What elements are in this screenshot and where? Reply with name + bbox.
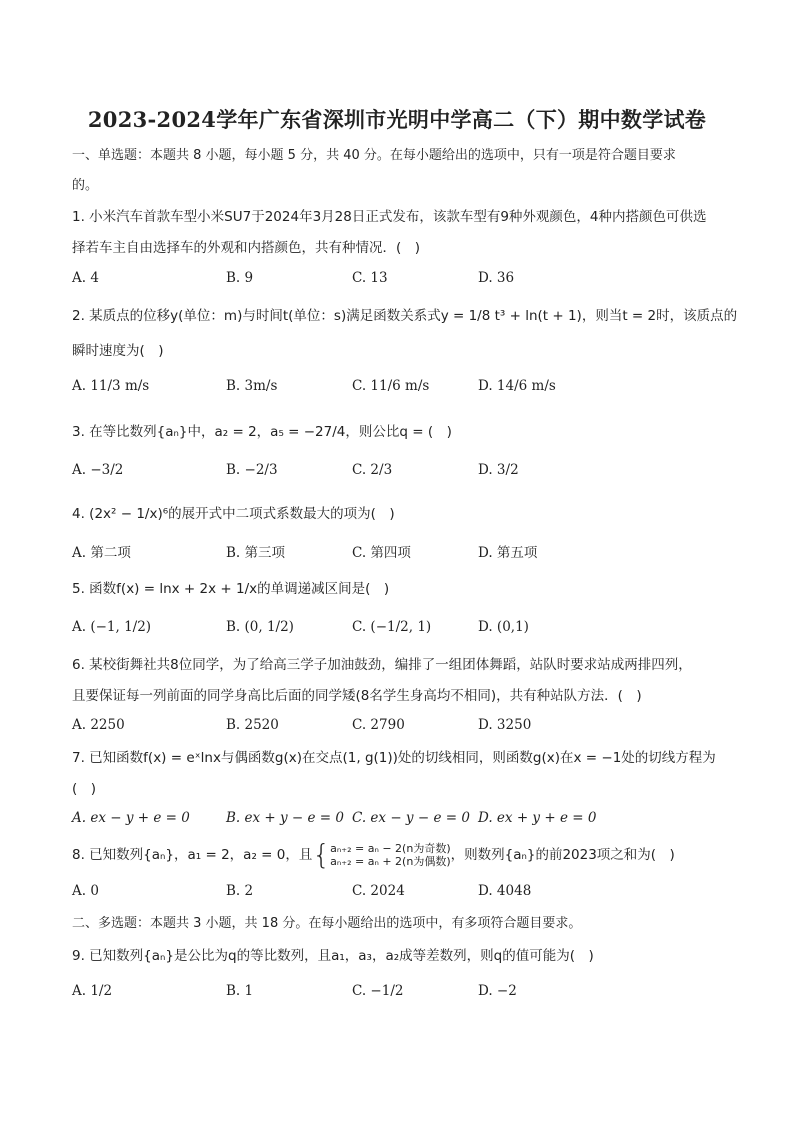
section1-heading-line2: 的。 [72, 178, 99, 193]
q1-option-a: A. 4 [72, 270, 99, 286]
q7-text-line2: ( ) [72, 781, 97, 797]
q4-option-d: D. 第五项 [478, 545, 538, 561]
q8-option-c: C. 2024 [352, 883, 405, 899]
q5-option-b: B. (0, 1/2) [226, 619, 294, 635]
q4-option-a: A. 第二项 [72, 545, 131, 561]
q1-option-b: B. 9 [226, 270, 254, 286]
q3-options [72, 462, 722, 484]
q1-text-line1: 1. 小米汽车首款车型小米SU7于2024年3月28日正式发布，该款车型有9种外观颜色，4种内搭颜色可供选 [72, 209, 707, 225]
q1-option-c: C. 13 [352, 270, 388, 286]
q9-option-a: A. 1/2 [72, 983, 113, 999]
q4-text-line1: 4. (2x² − 1/x)⁶的展开式中二项式系数最大的项为( ) [72, 506, 395, 522]
q3-option-b: B. −2/3 [226, 462, 278, 478]
q5-options [72, 619, 722, 641]
q2-option-c: C. 11/6 m/s [352, 378, 430, 394]
q6-options [72, 717, 722, 739]
q2-option-d: D. 14/6 m/s [478, 378, 556, 394]
q6-option-a: A. 2250 [72, 717, 125, 733]
q8-case-even: aₙ₊₂ = aₙ + 2(n为偶数) [330, 855, 451, 868]
section1-heading-line1: 一、单选题：本题共 8 小题，每小题 5 分，共 40 分。在每小题给出的选项中，只有一项是符合题目要求 [72, 148, 676, 163]
q2-options [72, 378, 722, 400]
q7-text-line1: 7. 已知函数f(x) = eˣlnx与偶函数g(x)在交点(1, g(1))处的切线相同，则函数g(x)在x = −1处的切线方程为 [72, 750, 716, 766]
page-title: 2023-2024学年广东省深圳市光明中学高二（下）期中数学试卷 [87, 107, 707, 132]
q6-text-line1: 6. 某校街舞社共8位同学，为了给高三学子加油鼓劲，编排了一组团体舞蹈，站队时要求站成两排四列， [72, 657, 692, 673]
q3-option-a: A. −3/2 [72, 462, 124, 478]
q6-option-d: D. 3250 [478, 717, 532, 733]
q5-option-d: D. (0,1) [478, 619, 529, 635]
q4-option-b: B. 第三项 [226, 545, 286, 561]
section2-heading: 二、多选题：本题共 3 小题，共 18 分。在每小题给出的选项中，有多项符合题目要求。 [72, 916, 582, 931]
q7-options [72, 810, 722, 832]
q8-options [72, 883, 722, 905]
q3-text-line1: 3. 在等比数列{aₙ}中，a₂ = 2，a₅ = −27/4，则公比q = ( ) [72, 424, 452, 440]
q8-text-line1 [72, 838, 675, 871]
q6-option-b: B. 2520 [226, 717, 279, 733]
q6-option-c: C. 2790 [352, 717, 405, 733]
q7-option-c: C. ex − y − e = 0 [352, 810, 470, 826]
q1-option-d: D. 36 [478, 270, 515, 286]
q7-option-d: D. ex + y + e = 0 [478, 810, 597, 826]
q9-text-line1: 9. 已知数列{aₙ}是公比为q的等比数列，且a₁，a₃，a₂成等差数列，则q的值可能为( ) [72, 948, 594, 964]
q7-option-b: B. ex + y − e = 0 [226, 810, 344, 826]
q4-option-c: C. 第四项 [352, 545, 411, 561]
q9-option-c: C. −1/2 [352, 983, 404, 999]
q8-prefix: 8. 已知数列{aₙ}，a₁ = 2，a₂ = 0，且 [72, 847, 313, 863]
q8-case-odd: aₙ₊₂ = aₙ − 2(n为奇数) [330, 842, 451, 855]
q8-option-d: D. 4048 [478, 883, 532, 899]
q5-option-a: A. (−1, 1/2) [72, 619, 152, 635]
q5-option-c: C. (−1/2, 1) [352, 619, 432, 635]
q8-suffix: ，则数列{aₙ}的前2023项之和为( ) [450, 847, 675, 863]
q3-option-d: D. 3/2 [478, 462, 519, 478]
q8-option-b: B. 2 [226, 883, 254, 899]
q7-option-a: A. ex − y + e = 0 [72, 810, 190, 826]
q2-text-line2: 瞬时速度为( ) [72, 343, 164, 359]
q6-text-line2: 且要保证每一列前面的同学身高比后面的同学矮(8名学生身高均不相同)，共有种站队方法．( ) [72, 688, 642, 704]
q4-options [72, 541, 722, 563]
q3-option-c: C. 2/3 [352, 462, 393, 478]
q5-text-line1: 5. 函数f(x) = lnx + 2x + 1/x的单调递减区间是( ) [72, 581, 390, 597]
q9-option-d: D. −2 [478, 983, 517, 999]
q2-option-a: A. 11/3 m/s [72, 378, 150, 394]
q1-text-line2: 择若车主自由选择车的外观和内搭颜色，共有种情况．( ) [72, 240, 421, 256]
q8-cases [330, 842, 450, 868]
q8-brace: { [312, 838, 331, 871]
q8-option-a: A. 0 [72, 883, 99, 899]
q9-option-b: B. 1 [226, 983, 254, 999]
q1-options [72, 270, 722, 292]
q2-text-line1: 2. 某质点的位移y(单位：m)与时间t(单位：s)满足函数关系式y = 1/8 t³ + ln(t + 1)，则当t = 2时，该质点的 [72, 308, 738, 324]
q2-option-b: B. 3m/s [226, 378, 278, 394]
q9-options [72, 983, 722, 1005]
